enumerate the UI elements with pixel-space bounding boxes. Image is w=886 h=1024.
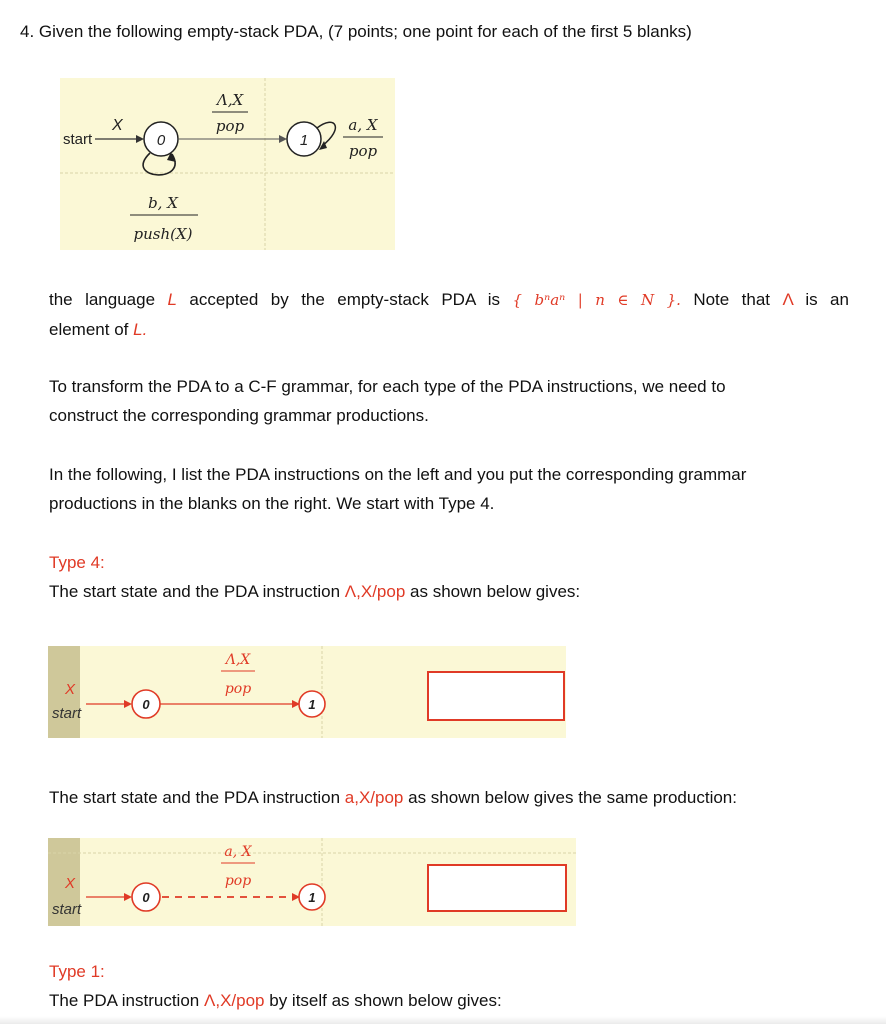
start-label: start [52, 705, 82, 722]
transform-paragraph: To transform the PDA to a C-F grammar, for each type of the PDA instructions, we need to construct the corresponding grammar productions. [49, 377, 726, 425]
state-1-label: 1 [308, 697, 316, 712]
type1-heading: Type 1: [49, 962, 105, 981]
edge-label-bottom: pop [215, 117, 245, 135]
edge-label-bottom: pop [224, 873, 252, 889]
answer-box-1[interactable] [427, 671, 565, 721]
state-0-label: 0 [142, 890, 150, 905]
edge-label-bottom: pop [224, 681, 252, 697]
start-symbol: X [112, 117, 123, 134]
language-L: L [167, 290, 177, 309]
state-0-label: 0 [142, 697, 150, 712]
language-paragraph [49, 285, 849, 344]
start-symbol: X [64, 875, 76, 892]
type1-instruction: Λ,X/pop [203, 991, 265, 1010]
loop-0-label-bottom: push(X) [133, 225, 193, 243]
loop-1-label-top: a, X [348, 116, 378, 134]
answer-box-2[interactable] [427, 864, 567, 912]
edge-label-top: Λ,X [216, 91, 244, 109]
lambda-symbol: Λ [782, 290, 793, 309]
state-0-label: 0 [156, 132, 166, 149]
paragraph4-instruction: a,X/pop [344, 788, 404, 807]
type4-heading: Type 4: [49, 553, 105, 572]
language-formula: { bⁿaⁿ | n ∈ N }. [512, 291, 681, 309]
type4-instruction: Λ,X/pop [344, 582, 406, 601]
start-label: start [52, 901, 82, 918]
edge-label-top: Λ,X [225, 652, 251, 668]
language-line-2: element of L. [49, 320, 148, 339]
start-label: start [63, 131, 93, 148]
page-bottom-shadow [0, 1016, 886, 1024]
instructions-paragraph: In the following, I list the PDA instructions on the left and you put the corresponding grammar productions in the blanks on the right. We start with Type 4. [49, 465, 747, 513]
pda-diagram [60, 78, 400, 253]
question-title: 4. Given the following empty-stack PDA, (7 points; one point for each of the first 5 blanks) [20, 22, 692, 41]
type1-description: The PDA instruction Λ,X/pop by itself as shown below gives: [49, 991, 502, 1010]
language-line-1: the language L accepted by the empty-stack PDA is { bⁿaⁿ | n ∈ N }. Note that Λ is an [49, 290, 849, 309]
loop-1-label-bottom: pop [348, 142, 378, 160]
loop-0-label-top: b, X [148, 194, 178, 212]
same-production-paragraph: The start state and the PDA instruction a,X/pop as shown below gives the same production: [49, 788, 737, 807]
type4-description: The start state and the PDA instruction Λ,X/pop as shown below gives: [49, 582, 581, 601]
edge-label-top: a, X [224, 844, 252, 860]
start-symbol: X [64, 681, 76, 698]
state-1-label: 1 [308, 890, 316, 905]
state-1-label: 1 [299, 132, 309, 149]
